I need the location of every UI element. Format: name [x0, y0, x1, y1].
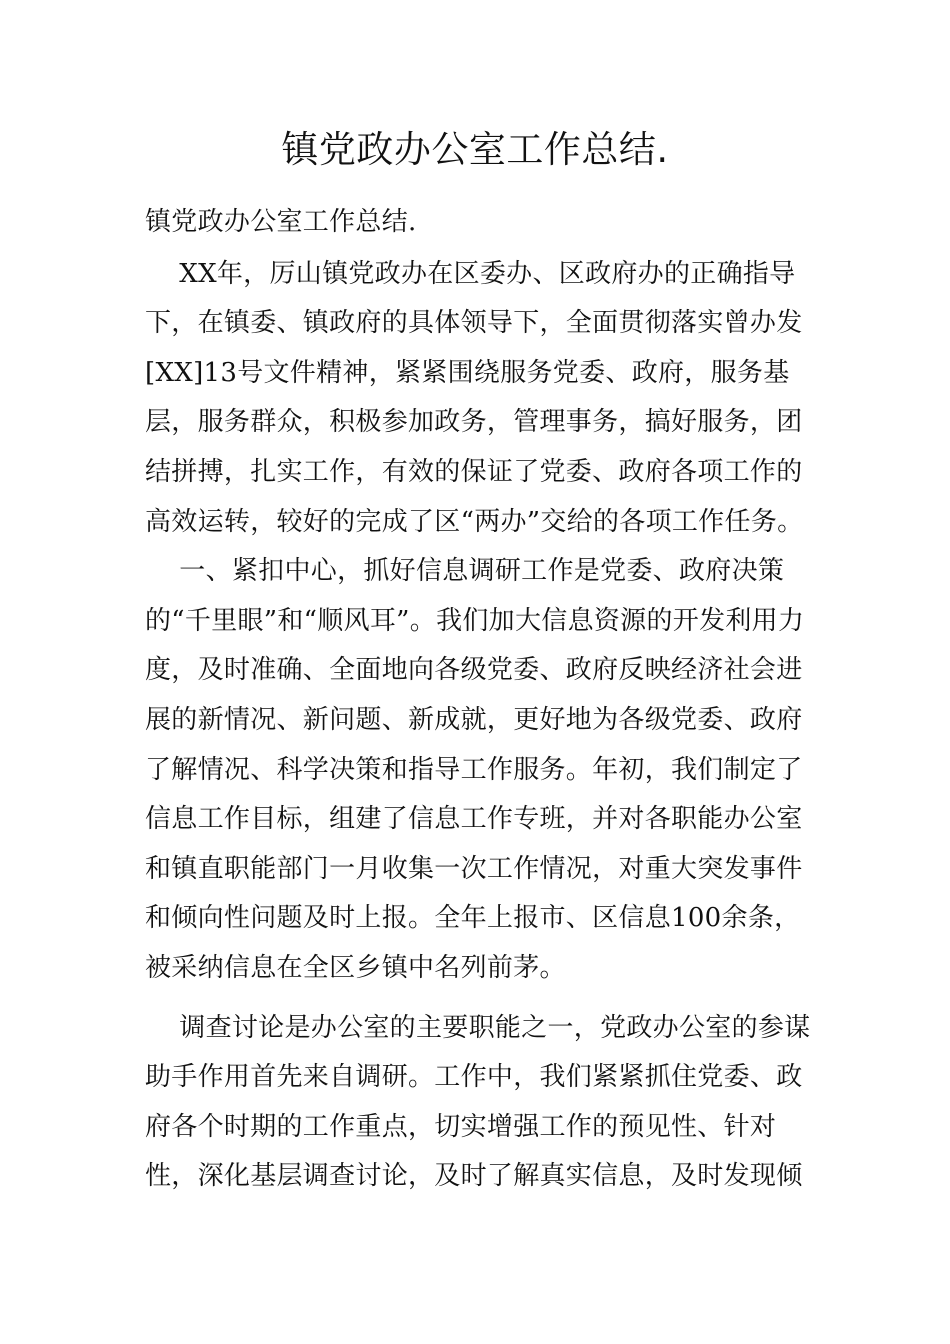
paragraph-information-work: 一、紧扣中心，抓好信息调研工作是党委、政府决策的“千里眼”和“顺风耳”。我们加大信息资源的开发利用力度，及时准确、全面地向各级党委、政府反映经济社会进展的新情况、新问题、新成就，更好地为各级党委、政府了解情况、科学决策和指导工作服务。年初，我们制定了信息工作目标，组建了信息工作专班，并对各职能办公室和镇直职能部门一月收集一次工作情况，对重大突发事件和倾向性问题及时上报。全年上报市、区信息100余条，被采纳信息在全区乡镇中名列前茅。: [145, 556, 805, 983]
paragraph-research-work: 调查讨论是办公室的主要职能之一，党政办公室的参谋助手作用首先来自调研。工作中，我们紧紧抓住党委、政府各个时期的工作重点，切实增强工作的预见性、针对性，深化基层调查讨论，及时了解真实信息，及时发现倾: [145, 1012, 811, 1192]
paragraph-intro: XX年，厉山镇党政办在区委办、区政府办的正确指导下，在镇委、镇政府的具体领导下，全面贯彻落实曾办发[XX]13号文件精神，紧紧围绕服务党委、政府，服务基层，服务群众，积极参加政务，管理事务，搞好服务，团结拼搏，扎实工作，有效的保证了党委、政府各项工作的高效运转，较好的完成了区“两办”交给的各项工作任务。: [145, 258, 804, 537]
document-title: 镇党政办公室工作总结.: [281, 128, 669, 171]
document-subtitle: 镇党政办公室工作总结.: [145, 207, 417, 237]
document-body: [145, 198, 813, 1202]
